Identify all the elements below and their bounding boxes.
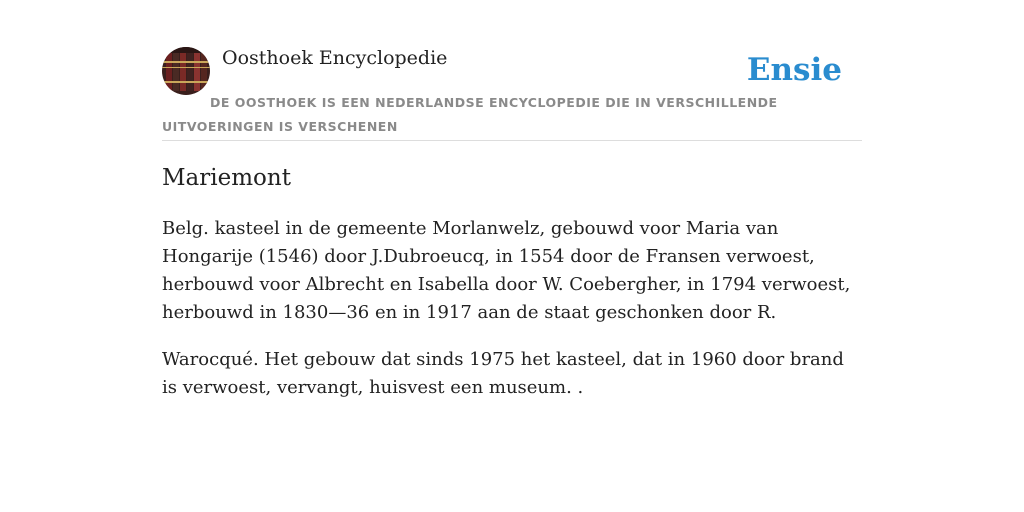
encyclopedia-books-icon	[162, 47, 210, 95]
article-title: Mariemont	[162, 165, 291, 191]
encyclopedia-avatar[interactable]	[162, 47, 210, 95]
site-title[interactable]: Oosthoek Encyclopedie	[222, 47, 448, 69]
article-paragraph-2: Warocqué. Het gebouw dat sinds 1975 het kasteel, dat in 1960 door brand is verwoest, vervangt, huisvest een museum. .	[162, 349, 844, 398]
site-header	[162, 0, 862, 141]
page-container	[162, 0, 862, 402]
site-tagline: DE OOSTHOEK IS EEN NEDERLANDSE ENCYCLOPEDIE DIE IN VERSCHILLENDE UITVOERINGEN IS VERSCHENEN	[162, 95, 778, 134]
brand-logo[interactable]: Ensie	[746, 52, 842, 88]
article-paragraph-1: Belg. kasteel in de gemeente Morlanwelz, gebouwd voor Maria van Hongarije (1546) door J.Dubroeucq, in 1554 door de Fransen verwoest, herbouwd voor Albrecht en Isabella door W. Coebergher, in 1794 verwoest, herbouwd in 1830—36 en in 1917 aan de staat geschonken door R.	[162, 218, 851, 323]
